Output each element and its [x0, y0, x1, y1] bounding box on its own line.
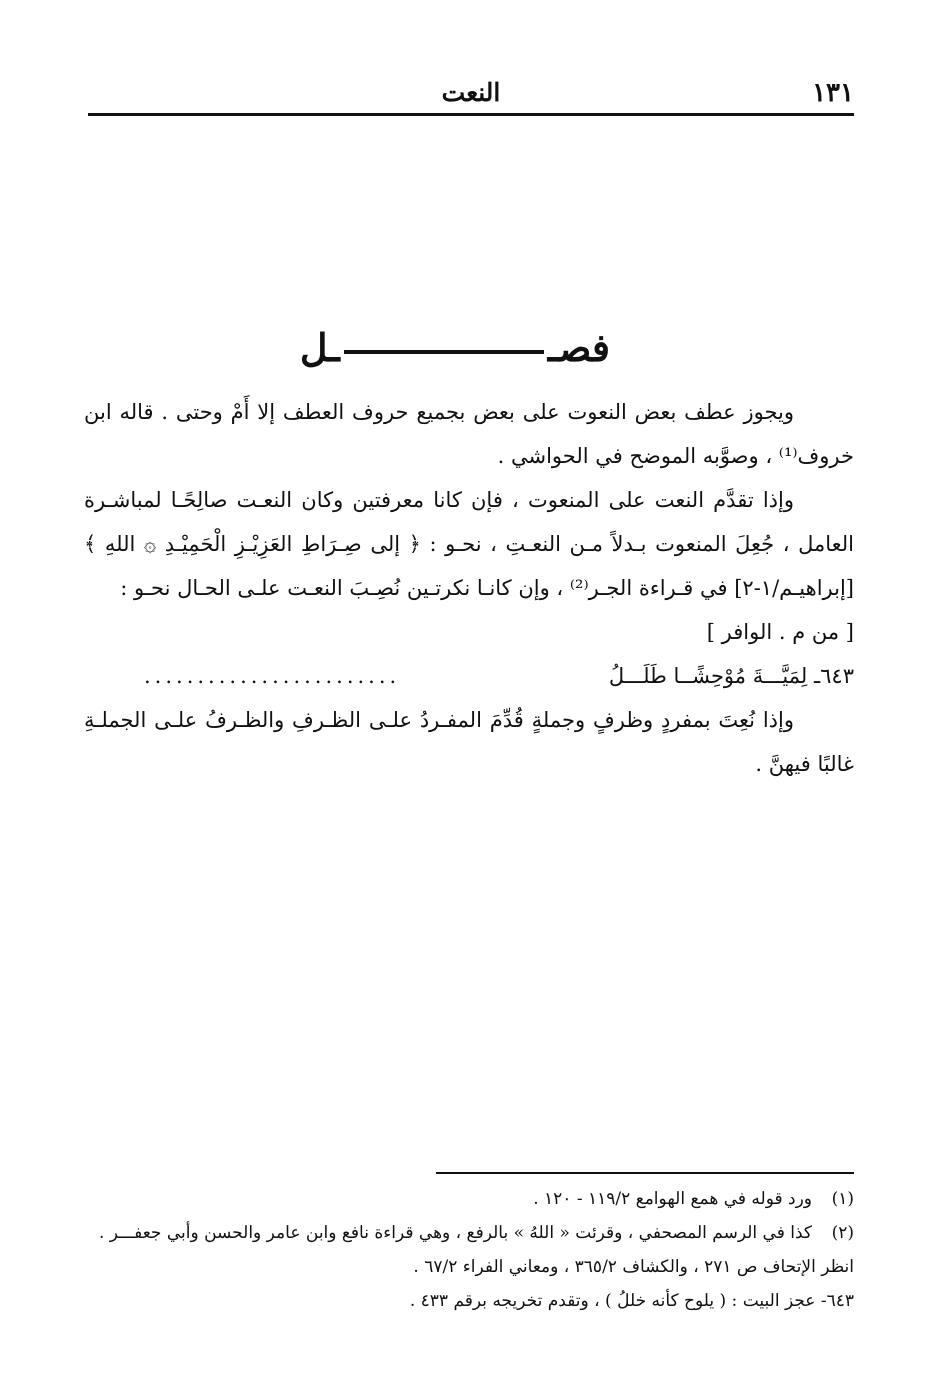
footnote-number: (٢) — [831, 1223, 854, 1243]
footnote-rule — [436, 1172, 854, 1174]
paragraph-2: وإذا تقدَّم النعت على المنعوت ، فإن كانا معرفتين وكان النعـت صالِحًـا لمباشـرة العامل ، جُعِلَ المنعوت بـدلاً مـن النعـتِ ، نحـو : ﴿ إلى صِـرَاطِ العَزِيْـزِ الْحَمِيْـدِ ۞ اللهِ ﴾ [إبراهيـم/١-٢] في قـراءة الجـر⁽²⁾ ، وإن كانـا نكرتـين نُصِـبَ النعـت علـى الحـال نحـو : — [84, 488, 854, 600]
page-number: ١٣١ — [812, 78, 854, 108]
footnote-number: (١) — [831, 1189, 854, 1209]
section-heading-first: فصـ — [547, 325, 611, 370]
footnote-verse-note — [84, 1284, 854, 1318]
section-heading — [280, 325, 630, 375]
main-text — [84, 390, 854, 786]
verse-text: لِمَيَّـــةَ مُوْحِشًــا طَلَـــلُ — [608, 664, 808, 688]
footnotes — [84, 1182, 854, 1318]
verse-content — [609, 654, 854, 698]
header-rule — [88, 113, 854, 116]
header-title: النعت — [441, 78, 501, 107]
verse-line — [84, 654, 854, 698]
running-header — [88, 78, 854, 112]
poetic-meter: [ من م . الوافر ] — [706, 620, 854, 644]
paragraph-3: وإذا نُعِتَ بمفردٍ وظرفٍ وجملةٍ قُدِّمَ المفـردُ علـى الظـرفِ والظـرفُ علـى الجملـةِ غالبًا فيهنَّ . — [84, 708, 854, 776]
footnote-text: ورد قوله في همع الهوامع ١١٩/٢ - ١٢٠ . — [533, 1189, 812, 1209]
verse-number: ٦٤٣ـ — [814, 664, 854, 688]
footnote-text: انظر الإتحاف ص ٢٧١ ، والكشاف ٣٦٥/٢ ، ومعاني الفراء ٦٧/٢ . — [413, 1257, 854, 1277]
section-heading-kashida — [344, 350, 544, 354]
verse-dots: ........................ — [144, 664, 401, 688]
paragraph-1: ويجوز عطف بعض النعوت على بعض بجميع حروف العطف إلا أَمْ وحتى . قاله ابن خروف⁽¹⁾ ، وصوَّبه الموضح في الحواشي . — [84, 400, 854, 468]
footnote — [84, 1182, 854, 1216]
footnote-text: ٦٤٣- عجز البيت : ( يلوح كأنه خللُ ) ، وتقدم تخريجه برقم ٤٣٣ . — [409, 1291, 854, 1311]
section-heading-last: ـل — [299, 325, 340, 370]
footnote — [84, 1216, 854, 1250]
footnote-continuation — [84, 1250, 854, 1284]
footnote-text: كذا في الرسم المصحفي ، وقرئت « اللهُ » بالرفع ، وهي قراءة نافع وابن عامر والحسن وأبي جعفـــر . — [98, 1223, 812, 1243]
